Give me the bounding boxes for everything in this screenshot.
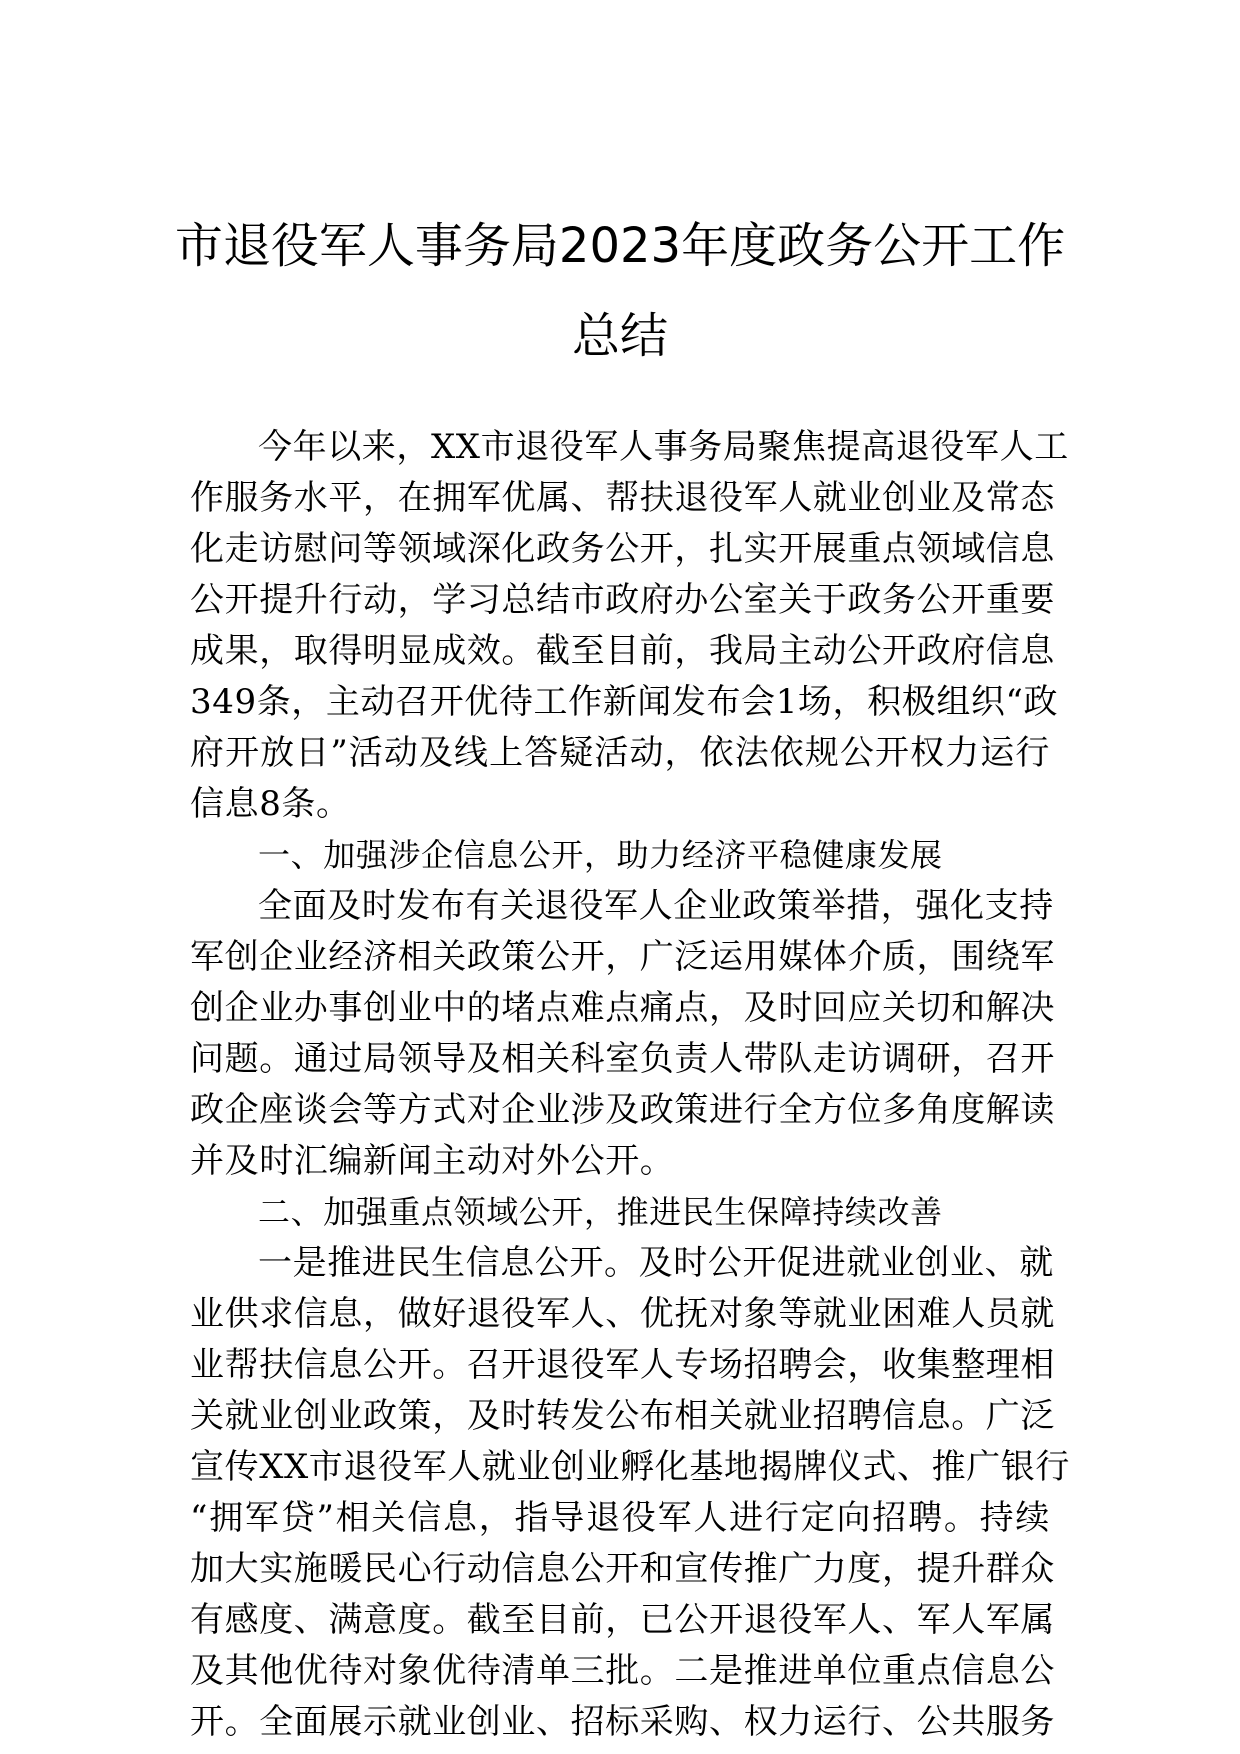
body-line-1: 今年以来，XX市退役军人事务局聚焦提高退役军人工 (258, 427, 1069, 467)
section-heading-2: 二、加强重点领域公开，推进民生保障持续改善 (258, 1193, 943, 1231)
body-line-22: “拥军贷”相关信息，指导退役军人进行定向招聘。持续 (190, 1498, 1050, 1538)
body-line-19: 业帮扶信息公开。召开退役军人专场招聘会，收集整理相 (190, 1345, 1055, 1385)
body-line-26: 开。全面展示就业创业、招标采购、权力运行、公共服务 (190, 1702, 1055, 1742)
body-line-4: 公开提升行动，学习总结市政府办公室关于政务公开重要 (190, 580, 1055, 620)
body-line-5: 成果，取得明显成效。截至目前，我局主动公开政府信息 (190, 631, 1055, 671)
body-line-12: 创企业办事创业中的堵点难点痛点，及时回应关切和解决 (190, 988, 1055, 1028)
body-line-7: 府开放日”活动及线上答疑活动，依法依规公开权力运行 (190, 733, 1050, 773)
body-line-15: 并及时汇编新闻主动对外公开。 (190, 1141, 675, 1181)
document-body (190, 422, 1071, 1748)
body-line-2: 作服务水平，在拥军优属、帮扶退役军人就业创业及常态 (190, 478, 1055, 518)
body-line-23: 加大实施暖民心行动信息公开和宣传推广力度，提升群众 (190, 1549, 1055, 1589)
body-line-6: 349条，主动召开优待工作新闻发布会1场，积极组织“政 (190, 682, 1059, 722)
document-title-line-1: 市退役军人事务局2023年度政务公开工作 (174, 218, 1066, 274)
body-line-20: 关就业创业政策，及时转发公布相关就业招聘信息。广泛 (190, 1396, 1055, 1436)
document-title-line-2: 总结 (571, 308, 668, 364)
body-line-21: 宣传XX市退役军人就业创业孵化基地揭牌仪式、推广银行 (190, 1447, 1071, 1487)
body-line-11: 军创企业经济相关政策公开，广泛运用媒体介质，围绕军 (190, 937, 1055, 977)
section-heading-1: 一、加强涉企信息公开，助力经济平稳健康发展 (258, 836, 943, 874)
body-line-25: 及其他优待对象优待清单三批。二是推进单位重点信息公 (190, 1651, 1055, 1691)
body-line-17: 一是推进民生信息公开。及时公开促进就业创业、就 (258, 1243, 1054, 1283)
body-line-14: 政企座谈会等方式对企业涉及政策进行全方位多角度解读 (190, 1090, 1055, 1130)
body-line-8: 信息8条。 (190, 784, 351, 824)
body-line-24: 有感度、满意度。截至目前，已公开退役军人、军人军属 (190, 1600, 1055, 1640)
body-line-10: 全面及时发布有关退役军人企业政策举措，强化支持 (258, 886, 1054, 926)
body-line-18: 业供求信息，做好退役军人、优抚对象等就业困难人员就 (190, 1294, 1055, 1334)
body-line-3: 化走访慰问等领域深化政务公开，扎实开展重点领域信息 (190, 529, 1055, 569)
body-line-13: 问题。通过局领导及相关科室负责人带队走访调研，召开 (190, 1039, 1055, 1079)
